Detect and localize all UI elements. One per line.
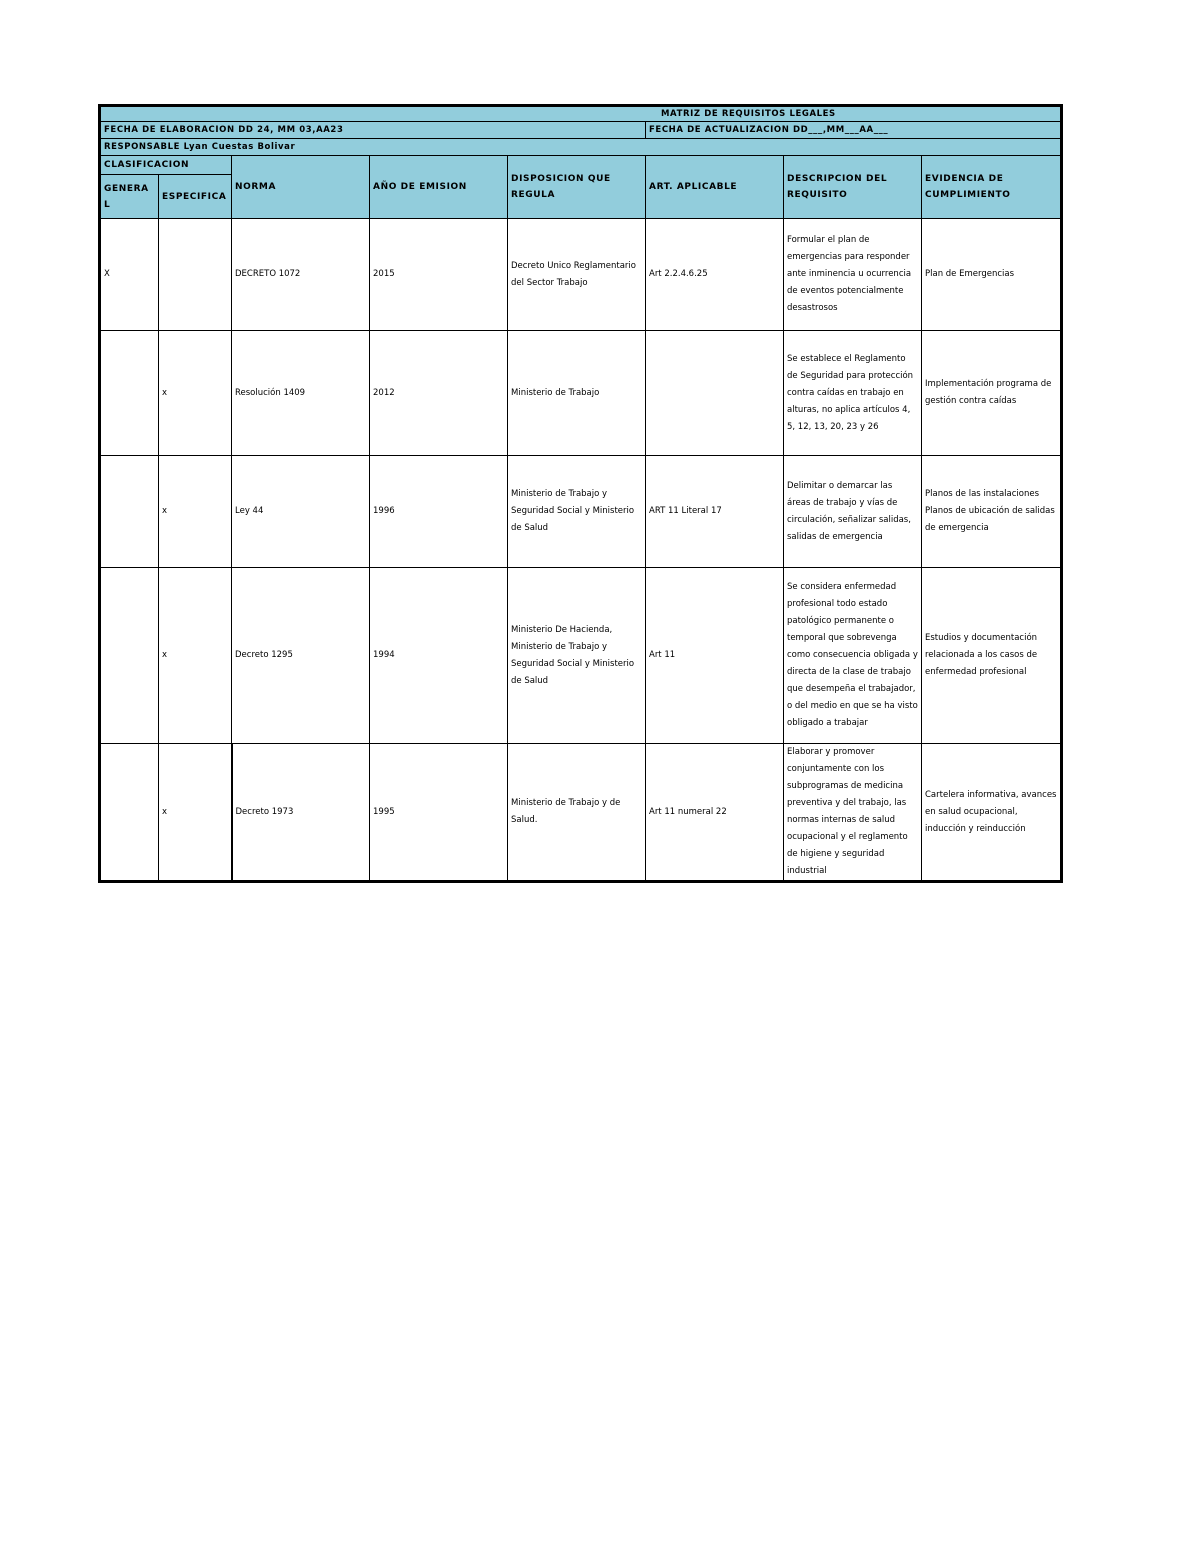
row-anio: 2012 <box>370 331 508 456</box>
row-disposicion: Ministerio de Trabajo y Seguridad Social y Ministerio de Salud <box>508 456 646 568</box>
row-articulo: ART 11 Literal 17 <box>646 456 784 568</box>
row-anio: 1996 <box>370 456 508 568</box>
row-articulo: Art 11 <box>646 568 784 744</box>
table-row <box>100 744 1062 882</box>
row-especifica: x <box>159 331 232 456</box>
row-norma: Ley 44 <box>232 456 370 568</box>
row-articulo: Art 2.2.4.6.25 <box>646 219 784 331</box>
general-header: GENERAL <box>100 175 159 219</box>
table-row <box>100 456 1062 568</box>
anio-header: AÑO DE EMISION <box>370 156 508 219</box>
row-descripcion: Formular el plan de emergencias para responder ante inminencia u ocurrencia de eventos potencialmente desastrosos <box>784 219 922 331</box>
row-norma: DECRETO 1072 <box>232 219 370 331</box>
row-general <box>100 744 159 882</box>
row-evidencia: Estudios y documentación relacionada a los casos de enfermedad profesional <box>922 568 1062 744</box>
evidencia-header: EVIDENCIA DE CUMPLIMIENTO <box>922 156 1062 219</box>
clasificacion-header: CLASIFICACION <box>100 156 232 175</box>
row-norma: Resolución 1409 <box>232 331 370 456</box>
row-norma: Decreto 1295 <box>232 568 370 744</box>
row-disposicion: Ministerio De Hacienda, Ministerio de Trabajo y Seguridad Social y Ministerio de Salud <box>508 568 646 744</box>
row-evidencia: Implementación programa de gestión contra caídas <box>922 331 1062 456</box>
row-especifica <box>159 219 232 331</box>
row-general <box>100 568 159 744</box>
row-evidencia: Planos de las instalaciones Planos de ubicación de salidas de emergencia <box>922 456 1062 568</box>
row-descripcion: Elaborar y promover conjuntamente con los subprogramas de medicina preventiva y del trabajo, las normas internas de salud ocupacional y el reglamento de higiene y seguridad industrial <box>784 744 922 882</box>
row-descripcion: Se establece el Reglamento de Seguridad para protección contra caídas en trabajo en alturas, no aplica artículos 4, 5, 12, 13, 20, 23 y 26 <box>784 331 922 456</box>
table-row <box>100 331 1062 456</box>
matrix-table <box>98 104 1063 883</box>
matrix-title: MATRIZ DE REQUISITOS LEGALES <box>100 106 1062 122</box>
row-anio: 1995 <box>370 744 508 882</box>
articulo-header: ART. APLICABLE <box>646 156 784 219</box>
row-evidencia: Plan de Emergencias <box>922 219 1062 331</box>
row-especifica: x <box>159 456 232 568</box>
row-disposicion: Ministerio de Trabajo <box>508 331 646 456</box>
row-norma: Decreto 1973 <box>232 744 370 882</box>
row-general <box>100 456 159 568</box>
row-disposicion: Decreto Unico Reglamentario del Sector Trabajo <box>508 219 646 331</box>
row-general <box>100 331 159 456</box>
norma-header: NORMA <box>232 156 370 219</box>
disposicion-header: DISPOSICION QUE REGULA <box>508 156 646 219</box>
legal-requirements-matrix <box>98 104 1060 883</box>
especifica-header: ESPECIFICA <box>159 175 232 219</box>
row-general: X <box>100 219 159 331</box>
row-especifica: x <box>159 568 232 744</box>
table-row <box>100 219 1062 331</box>
row-descripcion: Se considera enfermedad profesional todo estado patológico permanente o temporal que sobrevenga como consecuencia obligada y directa de la clase de trabajo que desempeña el trabajador, o del medio en que se ha visto obligado a trabajar <box>784 568 922 744</box>
row-anio: 2015 <box>370 219 508 331</box>
row-evidencia: Cartelera informativa, avances en salud ocupacional, inducción y reinducción <box>922 744 1062 882</box>
table-row <box>100 568 1062 744</box>
row-anio: 1994 <box>370 568 508 744</box>
row-especifica: x <box>159 744 232 882</box>
fecha-actualizacion: FECHA DE ACTUALIZACION DD___,MM___AA___ <box>646 122 1062 139</box>
descripcion-header: DESCRIPCION DEL REQUISITO <box>784 156 922 219</box>
row-disposicion: Ministerio de Trabajo y de Salud. <box>508 744 646 882</box>
responsable: RESPONSABLE Lyan Cuestas Bolivar <box>100 139 1062 156</box>
row-articulo <box>646 331 784 456</box>
row-articulo: Art 11 numeral 22 <box>646 744 784 882</box>
fecha-elaboracion: FECHA DE ELABORACION DD 24, MM 03,AA23 <box>100 122 646 139</box>
row-descripcion: Delimitar o demarcar las áreas de trabajo y vías de circulación, señalizar salidas, salidas de emergencia <box>784 456 922 568</box>
